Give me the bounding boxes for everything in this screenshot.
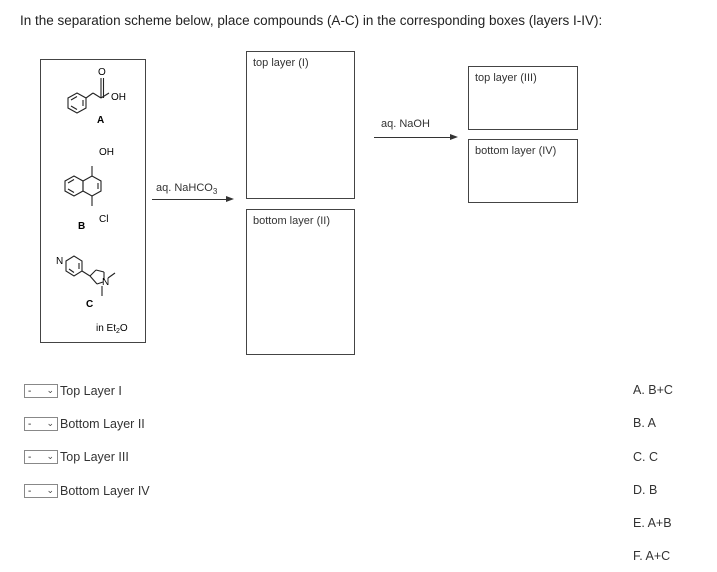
option-f: F. A+C (633, 549, 671, 563)
answer-row-bottom-layer-ii (24, 416, 145, 432)
reagent-nahco3: aq. NaHCO$_3$ (156, 182, 218, 197)
box-top-layer-iii-label: top layer (III) (475, 72, 537, 84)
answer-label-top-layer-iii: Top Layer III (60, 450, 129, 464)
reagent-naoh: aq. NaOH (381, 118, 430, 130)
option-b: B. A (633, 416, 656, 430)
box-bottom-layer-iv[interactable] (468, 139, 578, 203)
compound-a-label: A (97, 115, 105, 126)
compound-c-n-amine: N (102, 277, 110, 288)
answer-label-top-layer-i: Top Layer I (60, 384, 122, 398)
chevron-down-icon: ⌄ (46, 418, 54, 428)
compound-structures (41, 60, 145, 342)
compound-c-n-ring: N (56, 256, 64, 267)
compound-b-cl: Cl (99, 214, 109, 225)
compound-c-label: C (86, 299, 94, 310)
compound-c-structure (66, 256, 115, 296)
arrow-2-shaft (374, 137, 452, 138)
chevron-down-icon: ⌄ (46, 485, 54, 495)
chevron-down-icon: ⌄ (46, 451, 54, 461)
answer-select-top-layer-iii[interactable]: - ⌄ (24, 450, 58, 464)
compound-b-structure (65, 166, 101, 206)
answer-select-top-layer-i[interactable]: - ⌄ (24, 384, 58, 398)
box-bottom-layer-ii-label: bottom layer (II) (253, 215, 331, 227)
compound-a-o: O (98, 67, 106, 78)
box-bottom-layer-ii[interactable] (246, 209, 355, 355)
arrow-1-head (226, 196, 234, 202)
box-top-layer-iii[interactable] (468, 66, 578, 130)
answer-row-top-layer-i (24, 383, 122, 399)
answer-row-top-layer-iii (24, 449, 129, 465)
answer-select-bottom-layer-iv[interactable]: - ⌄ (24, 484, 58, 498)
compound-b-label: B (78, 221, 86, 232)
compound-b-oh: OH (99, 147, 114, 158)
chevron-down-icon: ⌄ (46, 385, 54, 395)
answer-row-bottom-layer-iv (24, 483, 150, 499)
question-text: In the separation scheme below, place compounds (A-C) in the corresponding boxes (layers I-IV): (20, 13, 603, 28)
starting-mixture-box (40, 59, 146, 343)
answer-label-bottom-layer-ii: Bottom Layer II (60, 417, 145, 431)
solvent-label: in $Et_2O$ (96, 323, 128, 335)
option-a: A. B+C (633, 383, 673, 397)
option-e: E. A+B (633, 516, 672, 530)
box-top-layer-i[interactable] (246, 51, 355, 199)
answer-select-bottom-layer-ii[interactable]: - ⌄ (24, 417, 58, 431)
compound-a-structure (68, 78, 109, 113)
box-top-layer-i-label: top layer (I) (253, 57, 309, 69)
compound-a-oh: OH (111, 92, 126, 103)
arrow-1-shaft (152, 199, 228, 200)
option-d: D. B (633, 483, 658, 497)
answer-label-bottom-layer-iv: Bottom Layer IV (60, 484, 150, 498)
box-bottom-layer-iv-label: bottom layer (IV) (475, 145, 557, 157)
arrow-2-head (450, 134, 458, 140)
option-c: C. C (633, 450, 658, 464)
